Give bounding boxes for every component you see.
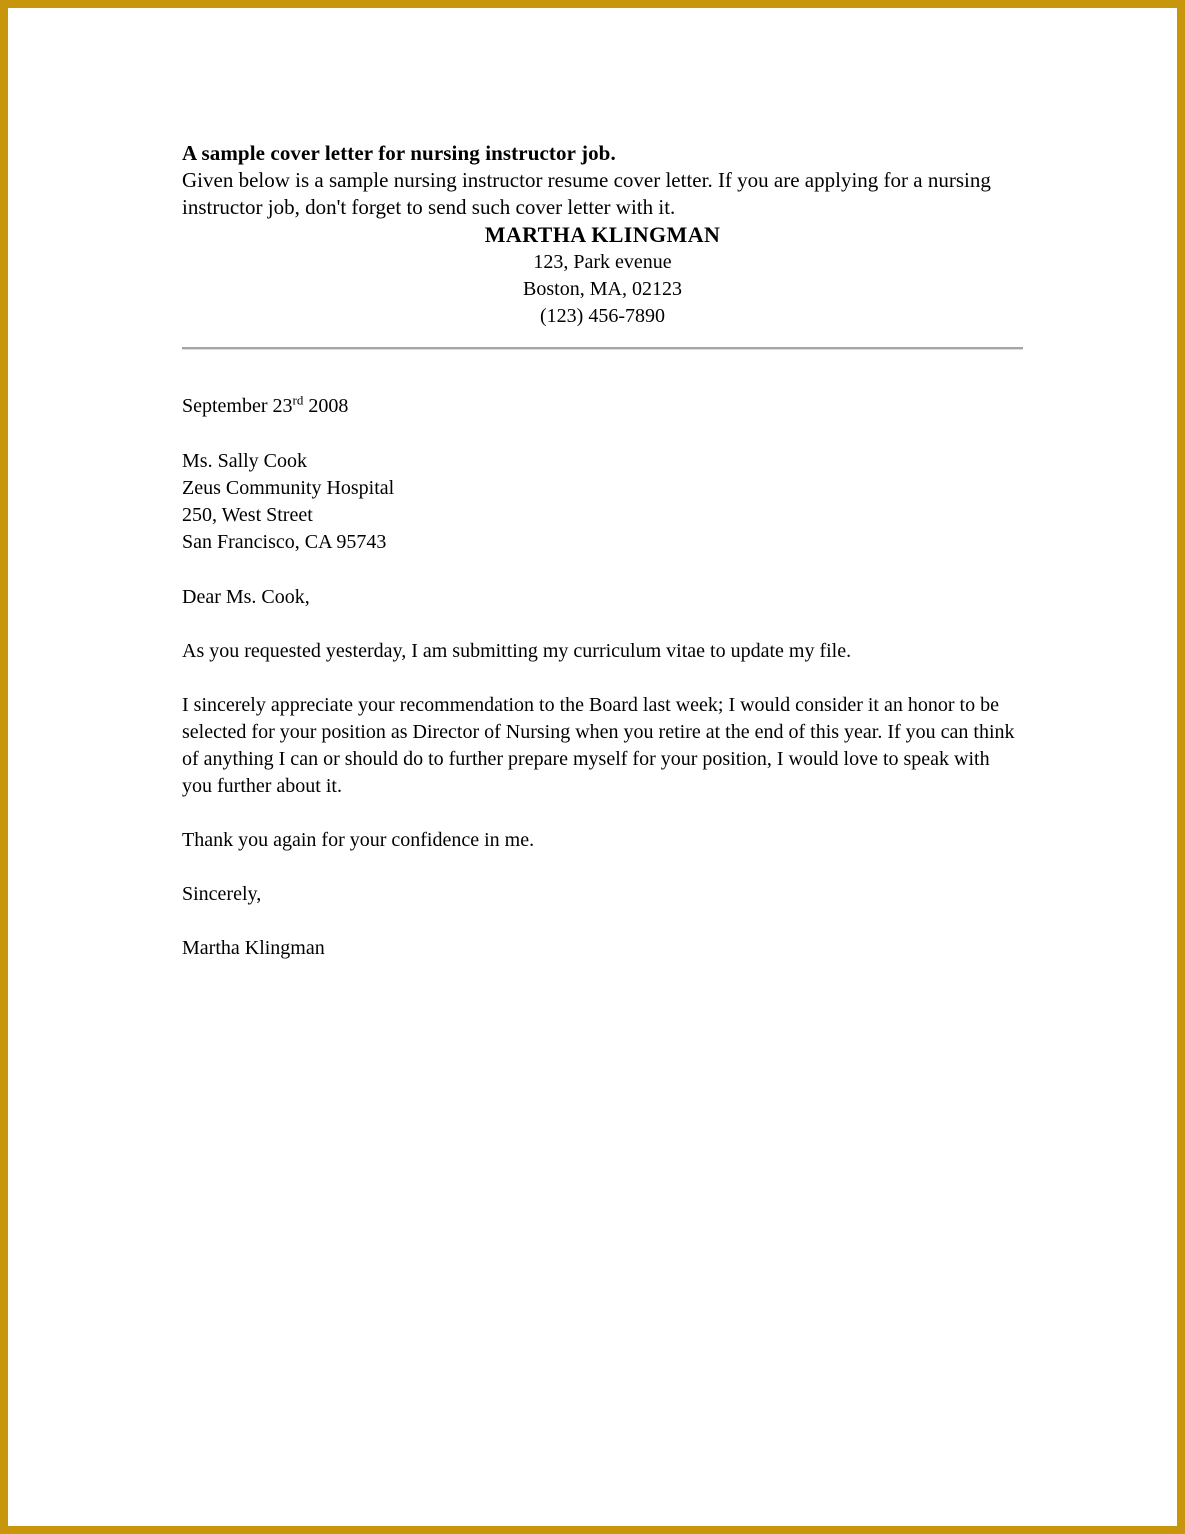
date-year: 2008 [303, 395, 349, 417]
sender-name: MARTHA KLINGMAN [484, 222, 721, 247]
date-month-day: September 23 [182, 395, 293, 417]
sender-street: 123, Park evenue [533, 251, 672, 273]
intro-description: Given below is a sample nursing instructor resume cover letter. If you are applying for a nursing instructor job, don't forget to send such cover letter with it. [182, 168, 991, 219]
sender-phone: (123) 456-7890 [540, 305, 665, 327]
signature-name: Martha Klingman [182, 937, 325, 959]
salutation: Dear Ms. Cook, [182, 586, 310, 608]
page-title: A sample cover letter for nursing instructor job. [182, 141, 616, 165]
recipient-city-state-zip: San Francisco, CA 95743 [182, 531, 387, 553]
valediction: Sincerely, [182, 883, 262, 905]
sender-city-state-zip: Boston, MA, 02123 [523, 278, 682, 300]
letter-date [182, 393, 1023, 420]
body-paragraph-1: As you requested yesterday, I am submitting my curriculum vitae to update my file. [182, 640, 852, 662]
header-divider [182, 347, 1023, 350]
recipient-address [182, 448, 1023, 556]
recipient-organization: Zeus Community Hospital [182, 477, 395, 499]
recipient-name: Ms. Sally Cook [182, 450, 308, 472]
recipient-street: 250, West Street [182, 504, 313, 526]
letterhead [182, 221, 1023, 330]
body-paragraph-2: I sincerely appreciate your recommendation to the Board last week; I would consider it an honor to be selected for your position as Director of Nursing when you retire at the end of this year. If you can think of anything I can or should do to further prepare myself for your position, I would love to speak with you further about it. [182, 694, 1015, 797]
letter-content [182, 140, 1023, 962]
body-paragraph-3: Thank you again for your confidence in me. [182, 829, 535, 851]
date-ordinal-suffix: rd [292, 392, 304, 408]
